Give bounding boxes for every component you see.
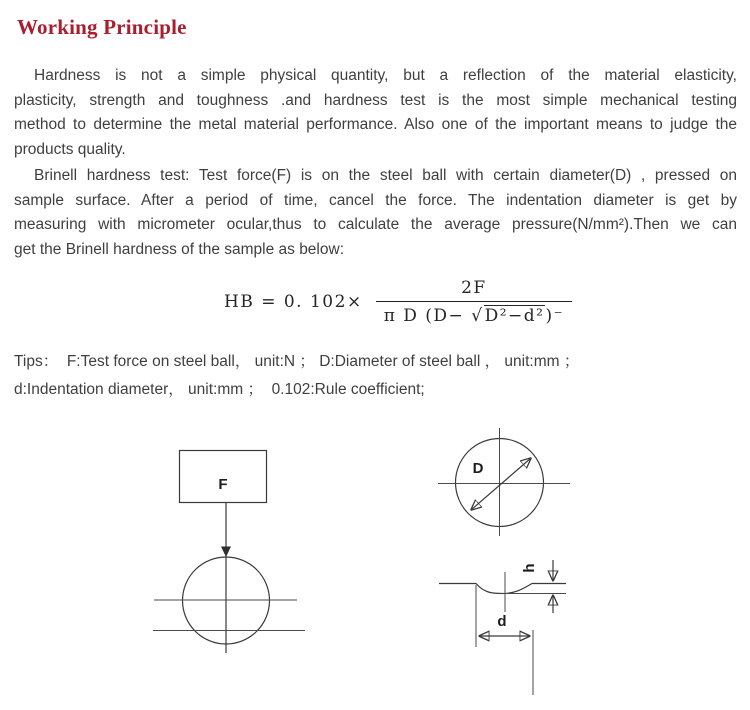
text-line: measuring with micrometer ocular,thus to calculate the average pressure(N/mm²).Then we can <box>14 216 737 234</box>
paragraph-hardness-intro <box>14 64 737 162</box>
radicand: D²−d² <box>484 306 545 326</box>
paragraph-brinell-test <box>14 164 737 262</box>
formula-lhs: HB = 0. 102× <box>224 292 363 312</box>
page-title: Working Principle <box>17 15 187 39</box>
text-line: sample surface. After a period of time, cancel the force. The indentation diameter is get by <box>14 191 737 209</box>
principle-diagram <box>0 420 750 710</box>
formula-denominator <box>376 301 572 326</box>
text-line: plasticity, strength and toughness .and hardness test is the most simple mechanical testing <box>14 91 737 109</box>
indentation-profile <box>439 584 566 594</box>
force-arrowhead <box>221 547 231 558</box>
tips-block <box>14 348 579 403</box>
radical-sign: √ <box>471 306 484 326</box>
formula-fraction <box>376 278 572 326</box>
depth-label: h <box>521 563 538 573</box>
text-line: Brinell hardness test: Test force(F) is on the steel ball with certain diameter(D) , pressed on <box>34 167 737 184</box>
brinell-formula <box>224 278 572 326</box>
text-line: Hardness is not a simple physical quantity, but a reflection of the material elasticity, <box>34 67 737 84</box>
force-label: F <box>218 476 228 493</box>
text-line: products quality. <box>14 140 126 158</box>
formula-numerator: 2F <box>461 278 487 298</box>
text-line: method to determine the metal material performance. Also one of the important means to judge the <box>14 116 737 134</box>
tips-line: d:Indentation diameter， unit:mm ； 0.102:Rule coefficient; <box>14 380 425 398</box>
tips-line: Tips： F:Test force on steel ball， unit:N ； D:Diameter of steel ball ， unit:mm ； <box>14 353 580 370</box>
indent-width-label: d <box>497 613 507 630</box>
text-line: get the Brinell hardness of the sample as below: <box>14 240 344 258</box>
denominator-prefix: π D (D− <box>383 306 472 326</box>
denominator-suffix: )⁻ <box>545 306 565 326</box>
diameter-label: D <box>472 460 484 477</box>
